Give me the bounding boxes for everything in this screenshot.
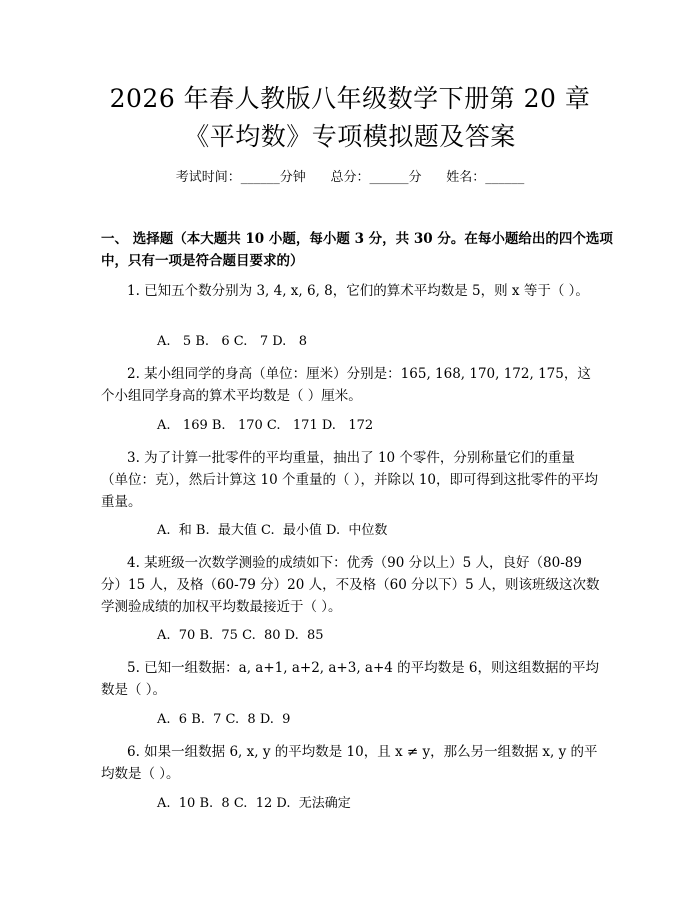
question-3: 3. 为了计算一批零件的平均重量，抽出了 10 个零件，分别称量它们的重量（单位：克），然后计算这 10 个重量的（ ），并除以 10，即可得到这批零件的平均重量。: [101, 450, 599, 510]
question-4-options: A. 70 B. 75 C. 80 D. 85: [157, 628, 324, 643]
exam-meta-info: 考试时间：______分钟 总分：______分 姓名：______: [175, 170, 525, 185]
title-line-2: 《平均数》专项模拟题及答案: [184, 122, 516, 151]
question-2-options: A. 169 B. 170 C. 171 D. 172: [157, 418, 374, 433]
question-2: 2. 某小组同学的身高（单位：厘米）分别是：165, 168, 170, 172, 175，这个小组同学身高的算术平均数是（ ）厘米。: [101, 366, 591, 404]
question-4: 4. 某班级一次数学测验的成绩如下：优秀（90 分以上）5 人，良好（80-89 分）15 人，及格（60-79 分）20 人，不及格（60 分以下）5 人，则该班级这次数学测验成绩的加权平均数最接近于（ ）。: [101, 555, 600, 615]
question-6-options: A. 10 B. 8 C. 12 D. 无法确定: [157, 796, 351, 811]
section-heading: 一、 选择题（本大题共 10 小题，每小题 3 分，共 30 分。在每小题给出的四个选项中，只有一项是符合题目要求的）: [101, 231, 613, 269]
question-1: 1. 已知五个数分别为 3, 4, x, 6, 8，它们的算术平均数是 5，则 x 等于（ ）。: [127, 283, 589, 299]
title-line-1: 2026 年春人教版八年级数学下册第 20 章: [109, 84, 591, 113]
question-6: 6. 如果一组数据 6, x, y 的平均数是 10，且 x ≠ y，那么另一组数据 x, y 的平均数是（ ）。: [101, 744, 598, 782]
question-3-options: A. 和 B. 最大值 C. 最小值 D. 中位数: [157, 523, 388, 538]
question-5: 5. 已知一组数据：a, a+1, a+2, a+3, a+4 的平均数是 6，则这组数据的平均数是（ ）。: [101, 660, 600, 698]
question-1-options: A. 5 B. 6 C. 7 D. 8: [157, 334, 307, 349]
question-5-options: A. 6 B. 7 C. 8 D. 9: [157, 712, 291, 727]
